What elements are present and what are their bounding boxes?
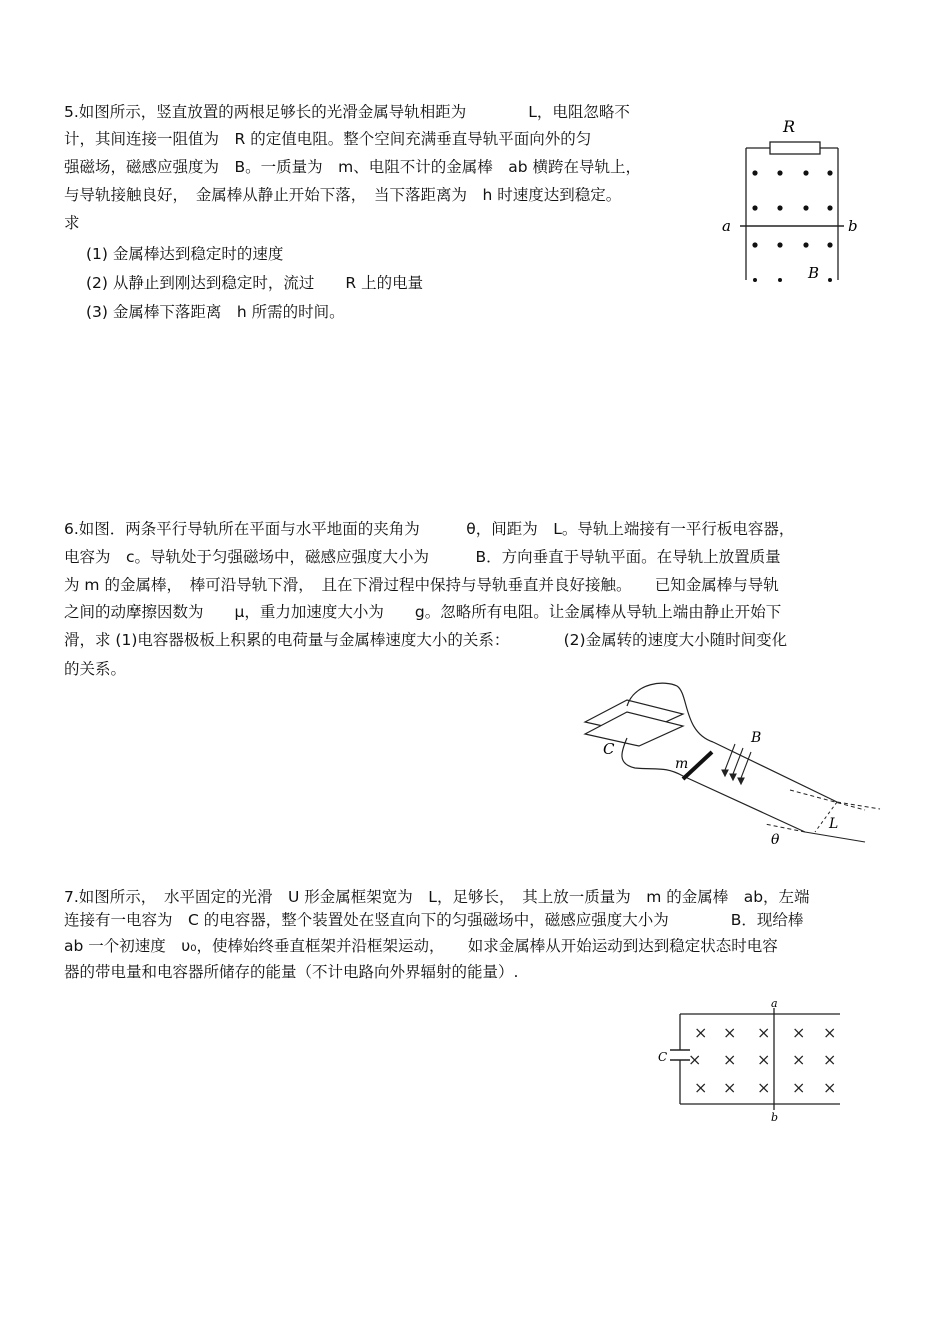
q5-figure-rails xyxy=(710,108,870,293)
q6-line: 之间的动摩擦因数为 μ，重力加速度大小为 g。忽略所有电阻。让金属棒从导轨上端由静止开始下 xyxy=(64,603,782,621)
q6-line: 的关系。 xyxy=(64,660,127,678)
cross-mark: × xyxy=(723,1050,737,1069)
label-b: b xyxy=(848,217,858,235)
cross-mark: × xyxy=(792,1050,806,1069)
cross-mark: × xyxy=(757,1078,771,1097)
q5-item: (2) 从静止到刚达到稳定时，流过 R 上的电量 xyxy=(86,274,424,292)
q6-figure-incline xyxy=(565,672,885,847)
q7-line: 器的带电量和电容器所储存的能量（不计电路向外界辐射的能量）. xyxy=(64,963,519,981)
label-m: m xyxy=(675,756,689,772)
label-B: B xyxy=(751,730,762,746)
q5-line: 与导轨接触良好， 金属棒从静止开始下落， 当下落距离为 h 时速度达到稳定。 xyxy=(64,186,622,204)
cross-mark: × xyxy=(757,1050,771,1069)
q7-line: 连接有一电容为 C 的电容器，整个装置处在竖直向下的匀强磁场中，磁感应强度大小为 B．现给棒 xyxy=(64,911,804,929)
q5-line: 强磁场，磁感应强度为 B。一质量为 m、电阻不计的金属棒 ab 横跨在导轨上， xyxy=(64,158,641,176)
q6-line: 电容为 c。导轨处于匀强磁场中，磁感应强度大小为 B．方向垂直于导轨平面。在导轨上放置质量 xyxy=(64,548,781,566)
q5-item: (1) 金属棒达到稳定时的速度 xyxy=(86,245,284,263)
cross-mark: × xyxy=(792,1023,806,1042)
cross-mark: × xyxy=(823,1023,837,1042)
q5-line: 5.如图所示，竖直放置的两根足够长的光滑金属导轨相距为 L，电阻忽略不 xyxy=(64,103,630,121)
q5-line: 求 xyxy=(64,214,80,232)
q5-line: 计，其间连接一阻值为 R 的定值电阻。整个空间充满垂直导轨平面向外的匀 xyxy=(64,130,592,148)
cross-mark: × xyxy=(823,1078,837,1097)
q6-line: 为 m 的金属棒， 棒可沿导轨下滑， 且在下滑过程中保持与导轨垂直并良好接触。 已知金属棒与导轨 xyxy=(64,576,779,594)
q7-line: ab 一个初速度 υ₀，使棒始终垂直框架并沿框架运动， 如求金属棒从开始运动到达到稳定状态时电容 xyxy=(64,937,778,955)
q7-line: 7.如图所示， 水平固定的光滑 U 形金属框架宽为 L，足够长， 其上放一质量为 m 的金属棒 ab，左端 xyxy=(64,888,810,906)
cross-mark: × xyxy=(757,1023,771,1042)
label-C: C xyxy=(603,740,615,758)
cross-mark: × xyxy=(723,1023,737,1042)
label-C: C xyxy=(658,1050,668,1064)
cross-mark: × xyxy=(694,1023,708,1042)
label-a: a xyxy=(771,998,778,1010)
q6-line: 滑，求 (1)电容器极板上积累的电荷量与金属棒速度大小的关系： (2)金属转的速度大小随时间变化 xyxy=(64,631,788,649)
q7-figure-frame xyxy=(650,998,850,1124)
label-L: L xyxy=(829,816,839,832)
cross-mark: × xyxy=(792,1078,806,1097)
cross-mark: × xyxy=(688,1050,702,1069)
q5-item: (3) 金属棒下落距离 h 所需的时间。 xyxy=(86,303,345,321)
label-b: b xyxy=(771,1111,779,1124)
cross-mark: × xyxy=(823,1050,837,1069)
q6-line: 6.如图．两条平行导轨所在平面与水平地面的夹角为 θ，间距为 L。导轨上端接有一平行板电容器， xyxy=(64,520,795,538)
cross-mark: × xyxy=(723,1078,737,1097)
label-theta: θ xyxy=(771,832,780,847)
cross-mark: × xyxy=(694,1078,708,1097)
label-R: R xyxy=(783,117,796,136)
label-B: B xyxy=(808,264,820,282)
label-a: a xyxy=(722,217,731,235)
